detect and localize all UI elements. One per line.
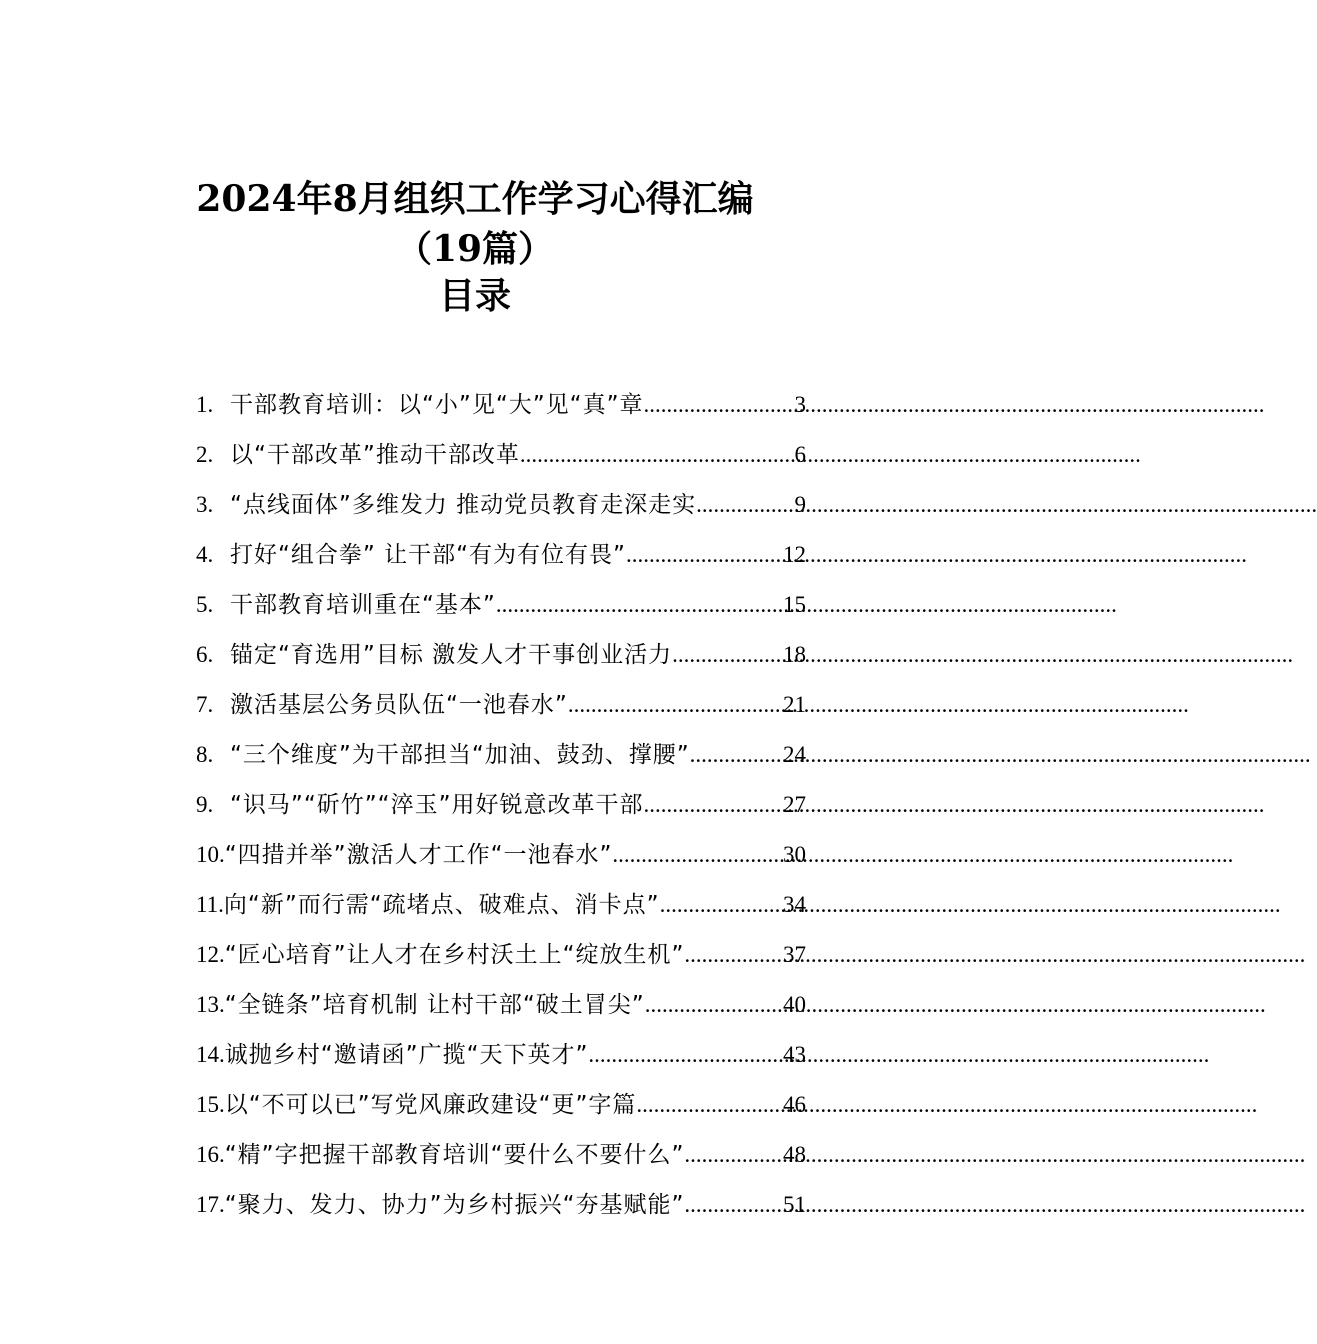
toc-entry-number: 15.	[196, 1092, 225, 1117]
toc-dot-leader	[568, 680, 783, 730]
toc-entry[interactable]	[196, 1130, 806, 1180]
toc-entry-number: 8.	[196, 742, 214, 767]
toc-dot-leader	[520, 430, 795, 480]
toc-entry-page-number: 24	[783, 742, 806, 767]
toc-entry[interactable]	[196, 730, 806, 780]
toc-entry[interactable]	[196, 1030, 806, 1080]
toc-dot-leader	[684, 1180, 783, 1230]
toc-entry-number: 11.	[196, 892, 224, 917]
toc-dot-leader	[612, 830, 783, 880]
toc-entry-title: “三个维度”为干部担当“加油、鼓劲、撑腰”	[230, 742, 690, 768]
toc-entry-number: 4.	[196, 542, 214, 567]
toc-entry-number: 2.	[196, 442, 214, 467]
document-subtitle-count: （19篇）	[395, 228, 555, 270]
toc-entry-title: 干部教育培训：以“小”见“大”见“真”章	[230, 392, 644, 418]
toc-entry-title: “精”字把握干部教育培训“要什么不要什么”	[224, 1142, 685, 1168]
toc-entry-title: “匠心培育”让人才在乡村沃土上“绽放生机”	[224, 942, 685, 968]
toc-dot-leader	[645, 980, 783, 1030]
toc-entry[interactable]	[196, 980, 806, 1030]
toc-entry-number: 5.	[196, 592, 214, 617]
toc-entry-page-number: 12	[783, 542, 806, 567]
toc-dot-leader	[684, 930, 783, 980]
toc-entry-page-number: 3	[794, 392, 806, 417]
toc-entry-number: 9.	[196, 792, 214, 817]
toc-entry-page-number: 15	[783, 592, 806, 617]
toc-heading: 目录	[438, 275, 511, 317]
toc-dot-leader	[672, 630, 783, 680]
toc-entry[interactable]	[196, 930, 806, 980]
toc-entry-title: “全链条”培育机制 让村干部“破土冒尖”	[224, 992, 645, 1018]
toc-entry-page-number: 51	[783, 1192, 806, 1217]
toc-entry-page-number: 37	[783, 942, 806, 967]
toc-entry[interactable]	[196, 830, 806, 880]
toc-entry-page-number: 9	[794, 492, 806, 517]
toc-dot-leader	[496, 580, 783, 630]
toc-entry-title: “四措并举”激活人才工作“一池春水”	[224, 842, 613, 868]
toc-dot-leader	[644, 780, 784, 830]
toc-entry-page-number: 46	[783, 1092, 806, 1117]
toc-entry-number: 14.	[196, 1042, 225, 1067]
toc-entry-number: 12.	[196, 942, 225, 967]
document-title: 2024年8月组织工作学习心得汇编	[196, 178, 754, 220]
toc-entry-number: 1.	[196, 392, 214, 417]
toc-entry-title: 以“干部改革”推动干部改革	[230, 442, 520, 468]
toc-dot-leader	[690, 730, 783, 780]
toc-entry[interactable]	[196, 1080, 806, 1130]
toc-entry[interactable]	[196, 580, 806, 630]
toc-dot-leader	[626, 530, 783, 580]
toc-entry-page-number: 6	[794, 442, 806, 467]
toc-entry-number: 13.	[196, 992, 225, 1017]
toc-entry[interactable]	[196, 380, 806, 430]
toc-entry[interactable]	[196, 780, 806, 830]
toc-entry-page-number: 34	[783, 892, 806, 917]
toc-entry[interactable]	[196, 880, 806, 930]
toc-entry-title: 打好“组合拳” 让干部“有为有位有畏”	[230, 542, 626, 568]
toc-dot-leader	[684, 1130, 783, 1180]
toc-entry-number: 7.	[196, 692, 214, 717]
toc-entry-page-number: 48	[783, 1142, 806, 1167]
toc-entry-number: 6.	[196, 642, 214, 667]
toc-entry[interactable]	[196, 630, 806, 680]
toc-entry[interactable]	[196, 430, 806, 480]
toc-dot-leader	[660, 880, 783, 930]
toc-entry-title: “聚力、发力、协力”为乡村振兴“夯基赋能”	[224, 1192, 685, 1218]
toc-entry-page-number: 30	[783, 842, 806, 867]
toc-entry-page-number: 21	[783, 692, 806, 717]
toc-entry-number: 16.	[196, 1142, 225, 1167]
toc-entry-number: 17.	[196, 1192, 225, 1217]
toc-entry-page-number: 27	[783, 792, 806, 817]
toc-entry-title: “点线面体”多维发力 推动党员教育走深走实	[230, 492, 697, 518]
toc-entry-title: 干部教育培训重在“基本”	[230, 592, 496, 618]
toc-entry[interactable]	[196, 480, 806, 530]
toc-dot-leader	[636, 1080, 783, 1130]
toc-entry-title: 激活基层公务员队伍“一池春水”	[230, 692, 568, 718]
toc-dot-leader	[644, 380, 795, 430]
toc-entry[interactable]	[196, 680, 806, 730]
toc-entry-number: 10.	[196, 842, 225, 867]
toc-entry-title: “识马”“斫竹”“淬玉”用好锐意改革干部	[230, 792, 644, 818]
toc-entry[interactable]	[196, 530, 806, 580]
toc-entry-page-number: 43	[783, 1042, 806, 1067]
toc-dot-leader	[588, 1030, 783, 1080]
toc-dot-leader	[696, 480, 794, 530]
toc-entry-page-number: 18	[783, 642, 806, 667]
toc-entry-number: 3.	[196, 492, 214, 517]
toc-entry-page-number: 40	[783, 992, 806, 1017]
toc-entry-title: 向“新”而行需“疏堵点、破难点、消卡点”	[223, 892, 660, 918]
toc-entry-title: 以“不可以已”写党风廉政建设“更”字篇	[224, 1092, 637, 1118]
table-of-contents	[196, 380, 806, 1230]
toc-entry-title: 诚抛乡村“邀请函”广揽“天下英才”	[224, 1042, 589, 1068]
toc-entry[interactable]	[196, 1180, 806, 1230]
toc-entry-title: 锚定“育选用”目标 激发人才干事创业活力	[230, 642, 673, 668]
